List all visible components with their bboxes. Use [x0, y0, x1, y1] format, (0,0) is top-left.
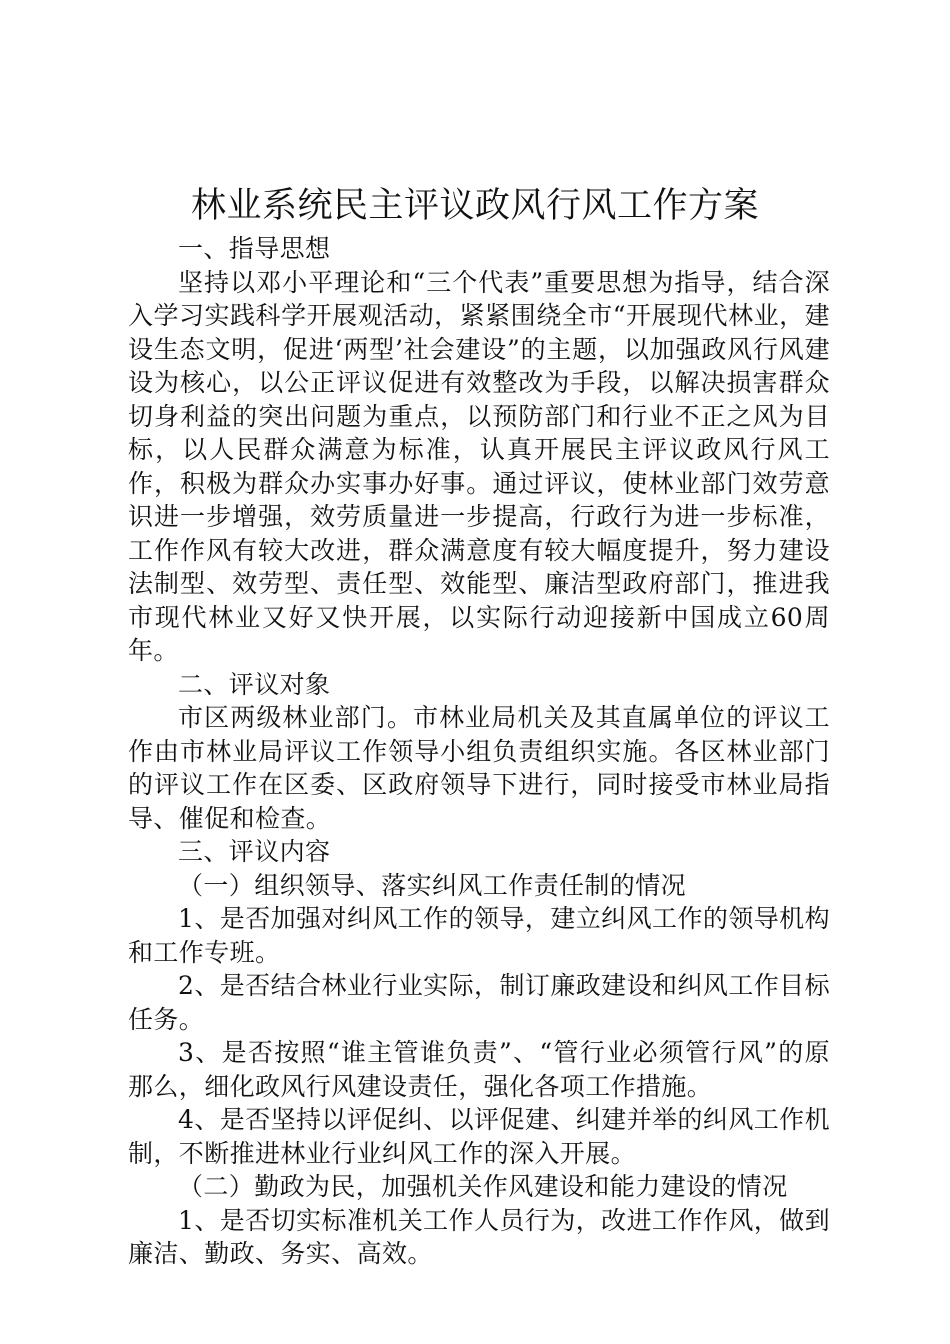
- section-heading-review-target: 二、评议对象: [178, 669, 331, 699]
- list-item-3: 3、是否按照“谁主管谁负责”、“管行业必须管行风”的原那么，细化政风行风建设责任，强化各项工作措施。: [128, 1038, 830, 1101]
- document-title: 林业系统民主评议政风行风工作方案: [190, 186, 759, 226]
- list-item-1: 1、是否加强对纠风工作的领导，建立纠风工作的领导机构和工作专班。: [128, 904, 830, 967]
- paragraph-guiding-ideology: 坚持以邓小平理论和“三个代表”重要思想为指导，结合深入学习实践科学开展观活动，紧紧围绕全市“开展现代林业，建设生态文明，促进‘两型’社会建设”的主题，以加强政风行风建设为核心，以公正评议促进有效整改为手段，以解决损害群众切身利益的突出问题为重点，以预防部门和行业不正之风为目标，以人民群众满意为标准，认真开展民主评议政风行风工作，积极为群众办实事办好事。通过评议，使林业部门效劳意识进一步增强，效劳质量进一步提高，行政行为进一步标准，工作作风有较大改进，群众满意度有较大幅度提升，努力建设法制型、效劳型、责任型、效能型、廉洁型政府部门，推进我市现代林业又好又快开展，以实际行动迎接新中国成立60周年。: [128, 267, 830, 665]
- document-body: [128, 232, 830, 1271]
- list-item-2: 2、是否结合林业行业实际，制订廉政建设和纠风工作目标任务。: [128, 971, 830, 1034]
- subsection-heading-1: （一）组织领导、落实纠风工作责任制的情况: [178, 870, 687, 900]
- section-heading-guiding-ideology: 一、指导思想: [178, 234, 331, 263]
- section-heading-review-content: 三、评议内容: [178, 837, 331, 866]
- list-item-4: 4、是否坚持以评促纠、以评促建、纠建并举的纠风工作机制，不断推进林业行业纠风工作的深入开展。: [128, 1105, 830, 1168]
- subsection-heading-2: （二）勤政为民，加强机关作风建设和能力建设的情况: [178, 1172, 788, 1201]
- list-item-5: 1、是否切实标准机关工作人员行为，改进工作作风，做到廉洁、勤政、务实、高效。: [128, 1205, 830, 1268]
- paragraph-review-target: 市区两级林业部门。市林业局机关及其直属单位的评议工作由市林业局评议工作领导小组负责组织实施。各区林业部门的评议工作在区委、区政府领导下进行，同时接受市林业局指导、催促和检查。: [128, 703, 830, 833]
